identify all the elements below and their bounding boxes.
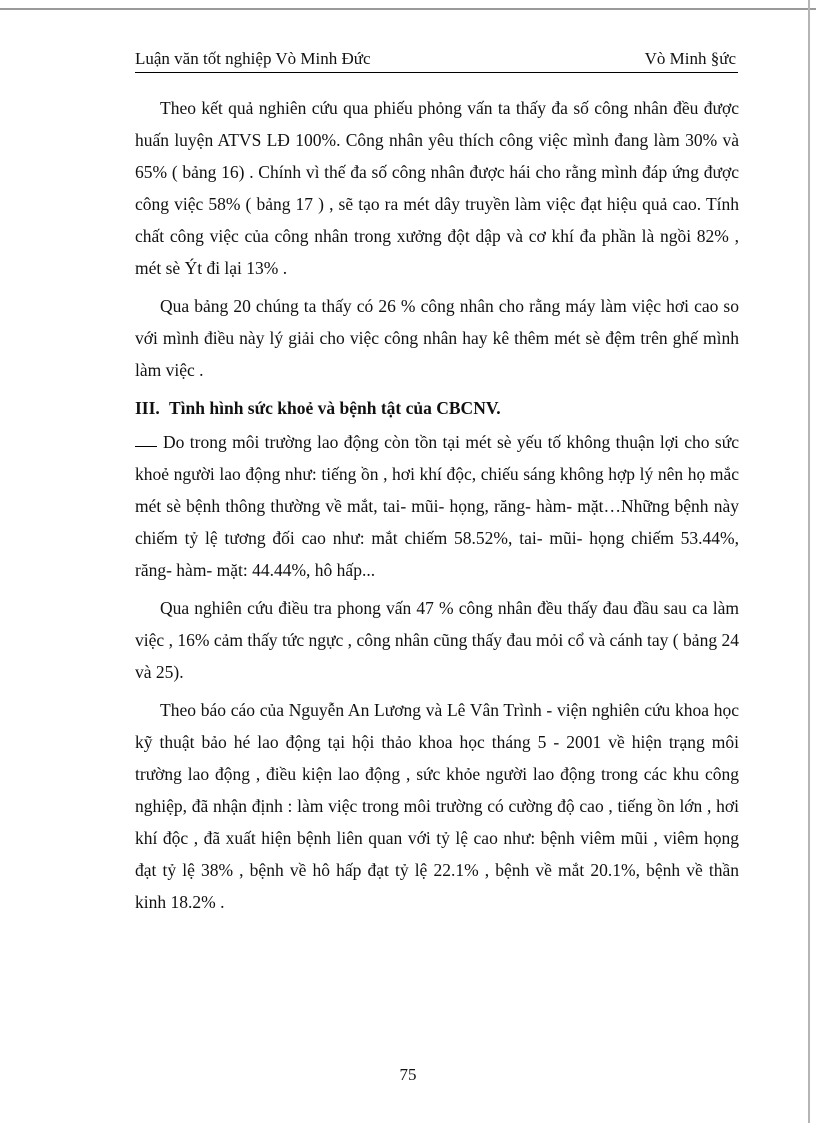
paragraph-2: Qua bảng 20 chúng ta thấy có 26 % công nhân cho rằng máy làm việc hơi cao so với mình điều này lý giải cho việc công nhân hay kê thêm mét sè đệm trên ghế mình làm việc . xyxy=(135,296,739,380)
paragraph-5: Theo báo cáo của Nguyễn An Lương và Lê Vân Trình - viện nghiên cứu khoa học kỹ thuật bảo hé lao động tại hội thảo khoa học tháng 5 - 2001 về hiện trạng môi trường lao động , điều kiện lao động , sức khỏe người lao động trong các khu công nghiệp, đã nhận định : làm việc trong môi trường có cường độ cao , tiếng ồn lớn , hơi khí độc , đã xuất hiện bệnh liên quan với tỷ lệ cao như: bệnh viêm mũi , viêm họng đạt tỷ lệ 38% , bệnh về hô hấp đạt tỷ lệ 22.1% , bệnh về mắt 20.1%, bệnh về thần kinh 18.2% . xyxy=(135,700,739,912)
section-number: III. xyxy=(135,398,160,418)
paragraph-3-text: Do trong môi trường lao động còn tồn tại mét sè yếu tố không thuận lợi cho sức khoẻ người lao động như: tiếng ồn , hơi khí độc, chiếu sáng không hợp lý nên họ mắc mét sè bệnh thông thường về mắt, tai- mũi- họng, răng- hàm- mặt…Những bệnh này chiếm tỷ lệ tương đối cao như: mắt chiếm 58.52%, tai- mũi- họng chiếm 53.44%, răng- hàm- mặt: 44.44%, hô hấp... xyxy=(135,432,739,580)
section-heading xyxy=(135,392,739,424)
underline-mark xyxy=(135,446,157,447)
section-title: Tình hình sức khoẻ và bệnh tật của CBCNV. xyxy=(169,398,501,418)
paragraph-3 xyxy=(135,426,739,586)
paragraph-1: Theo kết quả nghiên cứu qua phiếu phỏng vấn ta thấy đa số công nhân đều được huấn luyện ATVS LĐ 100%. Công nhân yêu thích công việc mình đang làm 30% và 65% ( bảng 16) . Chính vì thế đa số công nhân được hái cho rằng mình đáp ứng được công việc 58% ( bảng 17 ) , sẽ tạo ra mét dây truyền làm việc đạt hiệu quả cao. Tính chất công việc của công nhân trong xưởng đột dập và cơ khí đa phần là ngồi 82% , mét sè Ýt đi lại 13% . xyxy=(135,98,739,278)
page-number: 75 xyxy=(399,1065,417,1084)
header-left-text: Luận văn tốt nghiệp Vò Minh Đức xyxy=(135,49,371,68)
running-header xyxy=(135,48,738,73)
page-border-top xyxy=(0,8,816,10)
paragraph-4: Qua nghiên cứu điều tra phong vấn 47 % công nhân đều thấy đau đầu sau ca làm việc , 16% cảm thấy tức ngực , công nhân cũng thấy đau mỏi cổ và cánh tay ( bảng 24 và 25). xyxy=(135,598,739,682)
document-body xyxy=(135,92,739,924)
page-border-right xyxy=(808,0,810,1123)
header-right-text: Vò Minh §ức xyxy=(644,49,736,68)
